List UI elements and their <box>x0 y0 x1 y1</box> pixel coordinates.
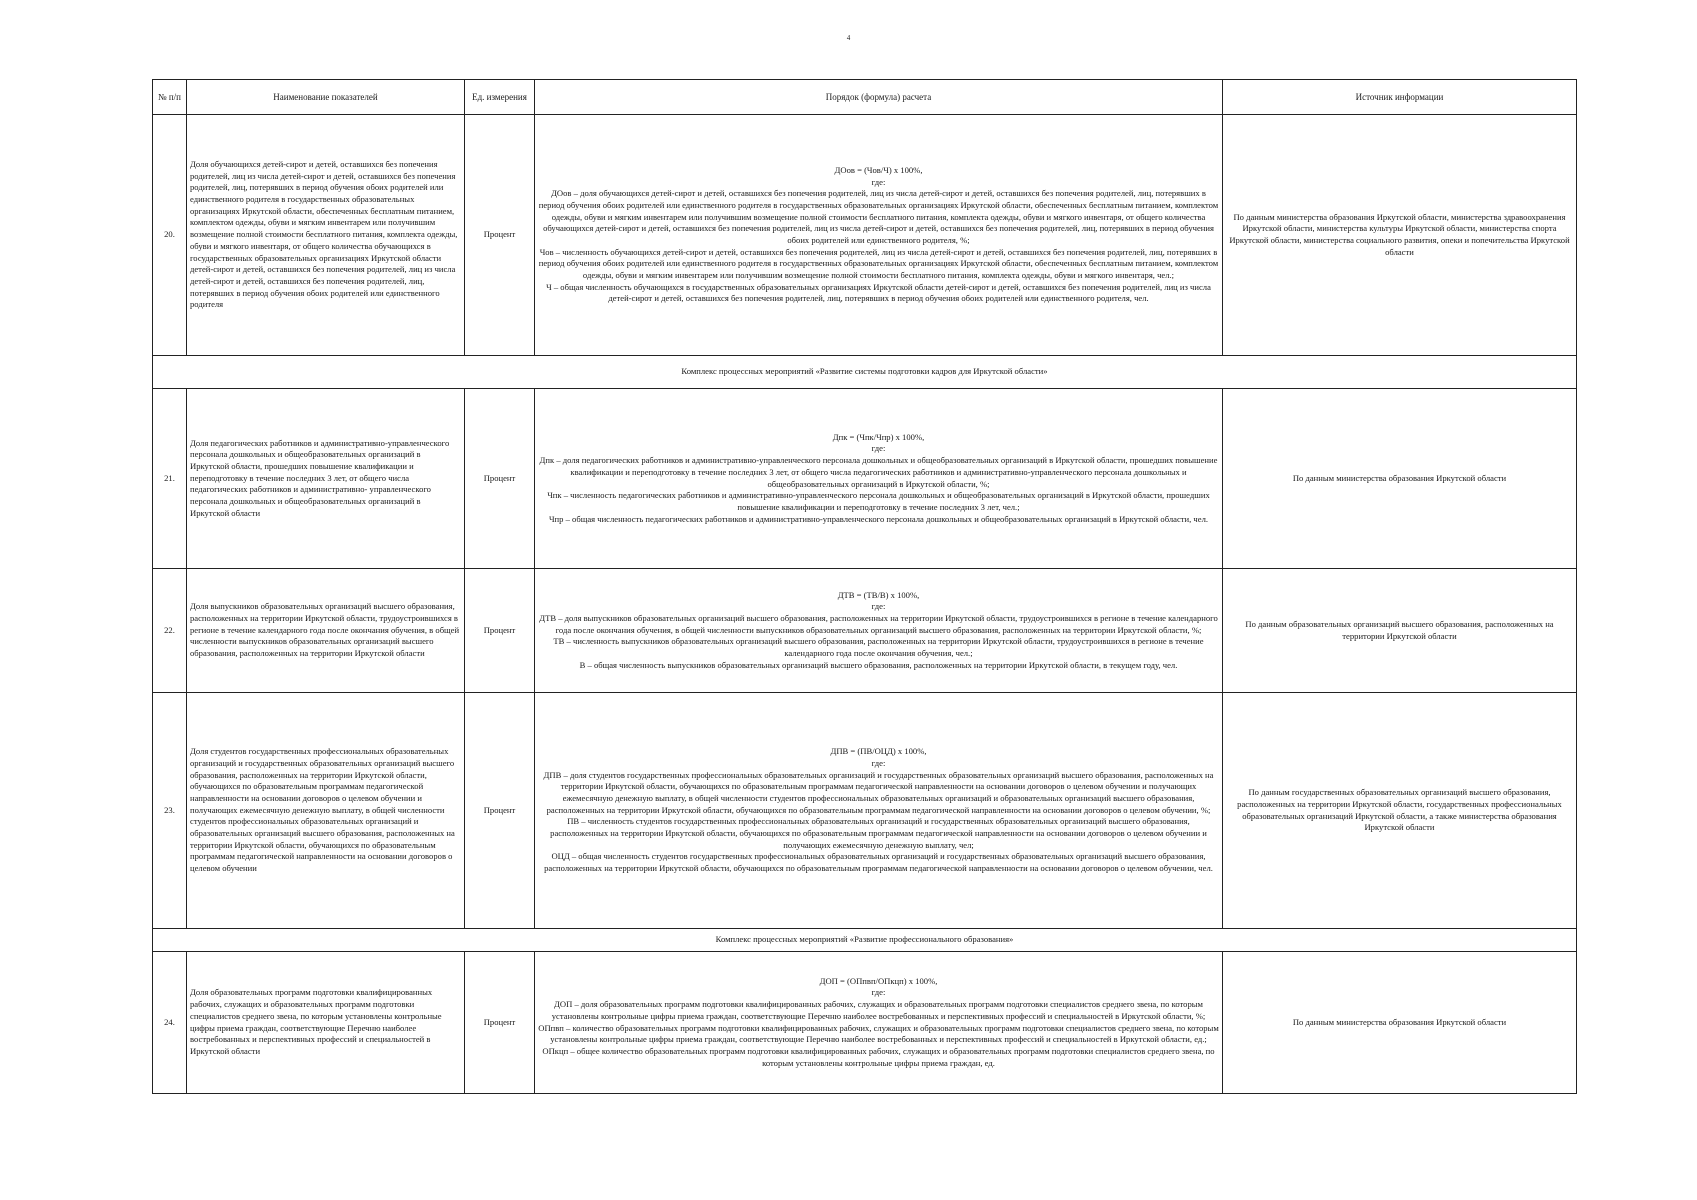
table-row <box>153 389 1577 569</box>
table-row <box>153 569 1577 693</box>
indicator-formula <box>535 693 1223 929</box>
formula-expression: ДОП = (ОПпвп/ОПкцп) х 100%, <box>819 975 938 986</box>
section-row <box>153 929 1577 952</box>
table-row <box>153 693 1577 929</box>
formula-definition: Чпр – общая численность педагогических работников и административно-управленческого персонала дошкольных и общеобразовательных организаций в Иркутской области, чел. <box>548 513 1209 524</box>
formula-definition: ДПВ – доля студентов государственных профессиональных образовательных организаций и государственных образовательных организаций высшего образования, расположенных на территории Иркутской области, обучающихся по образовательным программам педагогической направленности на основании договоров о целевом обучении и получающих ежемесячную денежную выплату, в общей численности студентов профессиональных образовательных организаций и образовательных организаций высшего образования, расположенных на территории Иркутской области, обучающихся по образовательным программам педагогической направленности на основании договоров о целевом обучении, %; <box>543 769 1214 815</box>
section-row <box>153 356 1577 389</box>
row-number: 23. <box>153 693 187 929</box>
indicator-formula <box>535 389 1223 569</box>
formula-where: где: <box>871 757 886 768</box>
formula-where: где: <box>871 987 886 998</box>
indicator-name: Доля студентов государственных профессиональных образовательных организаций и государственных образовательных организаций высшего образования, расположенных на территории Иркутской области, обучающихся по образовательным программам педагогической направленности на основании договоров о целевом обучении и получающих ежемесячную денежную выплату, в общей численности студентов профессиональных образовательных организаций и образовательных организаций высшего образования, расположенных на территории Иркутской области, обучающихся по образовательным программам педагогической направленности на основании договоров о целевом обучении <box>187 693 465 929</box>
table-row <box>153 115 1577 356</box>
information-source: По данным государственных образовательных организаций высшего образования, расположенных на территории Иркутской области, государственных профессиональных образовательных организаций Иркутской области, а также министерства образования Иркутской области <box>1223 693 1577 929</box>
formula-definition: В – общая численность выпускников образовательных организаций высшего образования, расположенных на территории Иркутской области, в текущем году, чел. <box>579 659 1178 670</box>
formula-expression: ДТВ = (ТВ/В) х 100%, <box>837 589 920 600</box>
indicator-name: Доля обучающихся детей-сирот и детей, оставшихся без попечения родителей, лиц из числа детей-сирот и детей, оставшихся без попечения родителей, лиц, потерявших в период обучения обоих родителей или единственного родителя в государственных образовательных организациях Иркутской области, обеспеченных бесплатным питанием, комплектом одежды, обуви и мягким инвентарем или получившим возмещение полной стоимости бесплатного питания, комплекта одежды, обуви и мягкого инвентаря, от общего количества обучающихся в государственных образовательных организациях Иркутской области детей-сирот и детей, оставшихся без попечения родителей, лиц из числа детей-сирот и детей, оставшихся без попечения родителей, лиц, потерявших в период обучения обоих родителей или единственного родителя <box>187 115 465 356</box>
formula-definition: ОПкцп – общее количество образовательных программ подготовки квалифицированных рабочих, служащих и образовательных программ подготовки специалистов среднего звена, по которым установлены контрольные цифры приема граждан, ед. <box>542 1045 1215 1068</box>
formula-expression: Дпк = (Чпк/Чпр) х 100%, <box>832 431 925 442</box>
formula-definition: ОПпвп – количество образовательных программ подготовки квалифицированных рабочих, служащих и образовательных программ подготовки специалистов среднего звена, по которым установлены контрольные цифры приема граждан, соответствующие Перечню наиболее востребованных и перспективных профессий и специальностей в Иркутской области, ед.; <box>538 1022 1219 1045</box>
indicator-formula <box>535 569 1223 693</box>
row-number: 24. <box>153 952 187 1094</box>
formula-definition: ПВ – численность студентов государственных профессиональных образовательных организаций и государственных образовательных организаций высшего образования, расположенных на территории Иркутской области, обучающихся по образовательным программам педагогической направленности на основании договоров о целевом обучении и получающих ежемесячную денежную выплату, чел; <box>550 816 1207 850</box>
information-source: По данным министерства образования Иркутской области <box>1223 952 1577 1094</box>
row-number: 22. <box>153 569 187 693</box>
indicator-unit: Процент <box>465 952 535 1094</box>
indicator-name: Доля педагогических работников и административно-управленческого персонала дошкольных и общеобразовательных организаций в Иркутской области, прошедших повышение квалификации и переподготовку в течение последних 3 лет, от общего числа педагогических работников и административно- управленческого персонала дошкольных и общеобразовательных организаций в Иркутской области <box>187 389 465 569</box>
formula-definition: Чпк – численность педагогических работников и административно-управленческого персонала дошкольных и общеобразовательных организаций в Иркутской области, прошедших повышение квалификации и переподготовку в течение последних 3 лет, чел.; <box>547 490 1210 512</box>
formula-definition: Чов – численность обучающихся детей-сирот и детей, оставшихся без попечения родителей, лиц из числа детей-сирот и детей, оставшихся без попечения родителей, лиц, потерявших в период обучения обоих родителей или единственного родителя в государственных образовательных организациях Иркутской области, обеспеченных бесплатным питанием, комплектом одежды, обуви и мягким инвентарем или получившим возмещение полной стоимости бесплатного питания, комплекта одежды, обуви и мягкого инвентаря, чел.; <box>538 246 1219 281</box>
row-number: 20. <box>153 115 187 356</box>
header-unit: Ед. измерения <box>465 80 535 115</box>
indicator-name: Доля выпускников образовательных организаций высшего образования, расположенных на территории Иркутской области, трудоустроившихся в регионе в течение календарного года после окончания обучения, в общей численности выпускников образовательных организаций высшего образования, расположенных на территории Иркутской области <box>187 569 465 693</box>
table-header-row <box>153 80 1577 115</box>
indicator-unit: Процент <box>465 569 535 693</box>
indicator-unit: Процент <box>465 693 535 929</box>
formula-definition: ТВ – численность выпускников образовательных организаций высшего образования, расположенных на территории Иркутской области, трудоустроившихся в регионе в течение календарного года после окончания обучения, чел.; <box>553 636 1204 659</box>
indicator-formula <box>535 952 1223 1094</box>
page-number: 4 <box>846 34 851 42</box>
information-source: По данным образовательных организаций высшего образования, расположенных на территории Иркутской области <box>1223 569 1577 693</box>
formula-where: где: <box>871 601 886 612</box>
formula-definition: ОЦД – общая численность студентов государственных профессиональных образовательных организаций и государственных образовательных организаций высшего образования, расположенных на территории Иркутской области, обучающихся по образовательным программам педагогической направленности на основании договоров о целевом обучении, чел. <box>544 851 1213 874</box>
indicators-table <box>152 79 1577 1094</box>
header-name: Наименование показателей <box>187 80 465 115</box>
header-source: Источник информации <box>1223 80 1577 115</box>
information-source: По данным министерства образования Иркутской области, министерства здравоохранения Иркутской области, министерства культуры Иркутской области, министерства спорта Иркутской области, министерства социального развития, опеки и попечительства Иркутской области <box>1223 115 1577 356</box>
formula-expression: ДОов = (Чов/Ч) х 100%, <box>834 164 923 175</box>
formula-where: где: <box>871 176 886 187</box>
section-title: Комплекс процессных мероприятий «Развитие системы подготовки кадров для Иркутской области» <box>153 356 1577 389</box>
row-number: 21. <box>153 389 187 569</box>
indicator-unit: Процент <box>465 389 535 569</box>
information-source: По данным министерства образования Иркутской области <box>1223 389 1577 569</box>
header-num: № п/п <box>153 80 187 115</box>
formula-definition: ДОов – доля обучающихся детей-сирот и детей, оставшихся без попечения родителей, лиц из числа детей-сирот и детей, оставшихся без попечения родителей, лиц, потерявших в период обучения обоих родителей или единственного родителя в государственных образовательных организациях Иркутской области, обеспеченных бесплатным питанием, комплектом одежды, обуви и мягким инвентарем или получившим возмещение полной стоимости бесплатного питания, комплекта одежды, обуви и мягкого инвентаря, от общего количества обучающихся детей-сирот и детей, оставшихся без попечения родителей, лиц из числа детей-сирот и детей, оставшихся без попечения родителей, лиц, потерявших в период обучения обоих родителей или единственного родителя, %; <box>538 188 1219 245</box>
formula-where: где: <box>871 443 886 454</box>
indicator-formula <box>535 115 1223 356</box>
indicator-unit: Процент <box>465 115 535 356</box>
formula-definition: ДОП – доля образовательных программ подготовки квалифицированных рабочих, служащих и образовательных программ подготовки специалистов среднего звена, по которым установлены контрольные цифры приема граждан, соответствующие Перечню наиболее востребованных и перспективных профессий и специальностей в Иркутской области, %; <box>551 999 1206 1021</box>
formula-definition: Ч – общая численность обучающихся в государственных образовательных организациях Иркутской области детей-сирот и детей, оставшихся без попечения родителей, лиц из числа детей-сирот и детей, оставшихся без попечения родителей, лиц, потерявших в период обучения обоих родителей или единственного родителя, чел. <box>546 281 1211 304</box>
indicator-name: Доля образовательных программ подготовки квалифицированных рабочих, служащих и образовательных программ подготовки специалистов среднего звена, по которым установлены контрольные цифры приема граждан, соответствующие Перечню наиболее востребованных и перспективных профессий и специальностей в Иркутской области <box>187 952 465 1094</box>
formula-definition: ДТВ – доля выпускников образовательных организаций высшего образования, расположенных на территории Иркутской области, трудоустроившихся в регионе в течение календарного года после окончания обучения, в общей численности выпускников образовательных организаций высшего образования, расположенных на территории Иркутской области, %; <box>539 612 1218 635</box>
header-formula: Порядок (формула) расчета <box>535 80 1223 115</box>
formula-expression: ДПВ = (ПВ/ОЦД) х 100%, <box>830 746 927 757</box>
formula-definition: Дпк – доля педагогических работников и административно-управленческого персонала дошкольных и общеобразовательных организаций в Иркутской области, прошедших повышение квалификации и переподготовку в течение последних 3 лет, от общего числа педагогических работников и административно-управленческого персонала дошкольных и общеобразовательных организаций в Иркутской области, %; <box>539 455 1218 489</box>
section-title: Комплекс процессных мероприятий «Развитие профессионального образования» <box>153 929 1577 952</box>
table-row <box>153 952 1577 1094</box>
